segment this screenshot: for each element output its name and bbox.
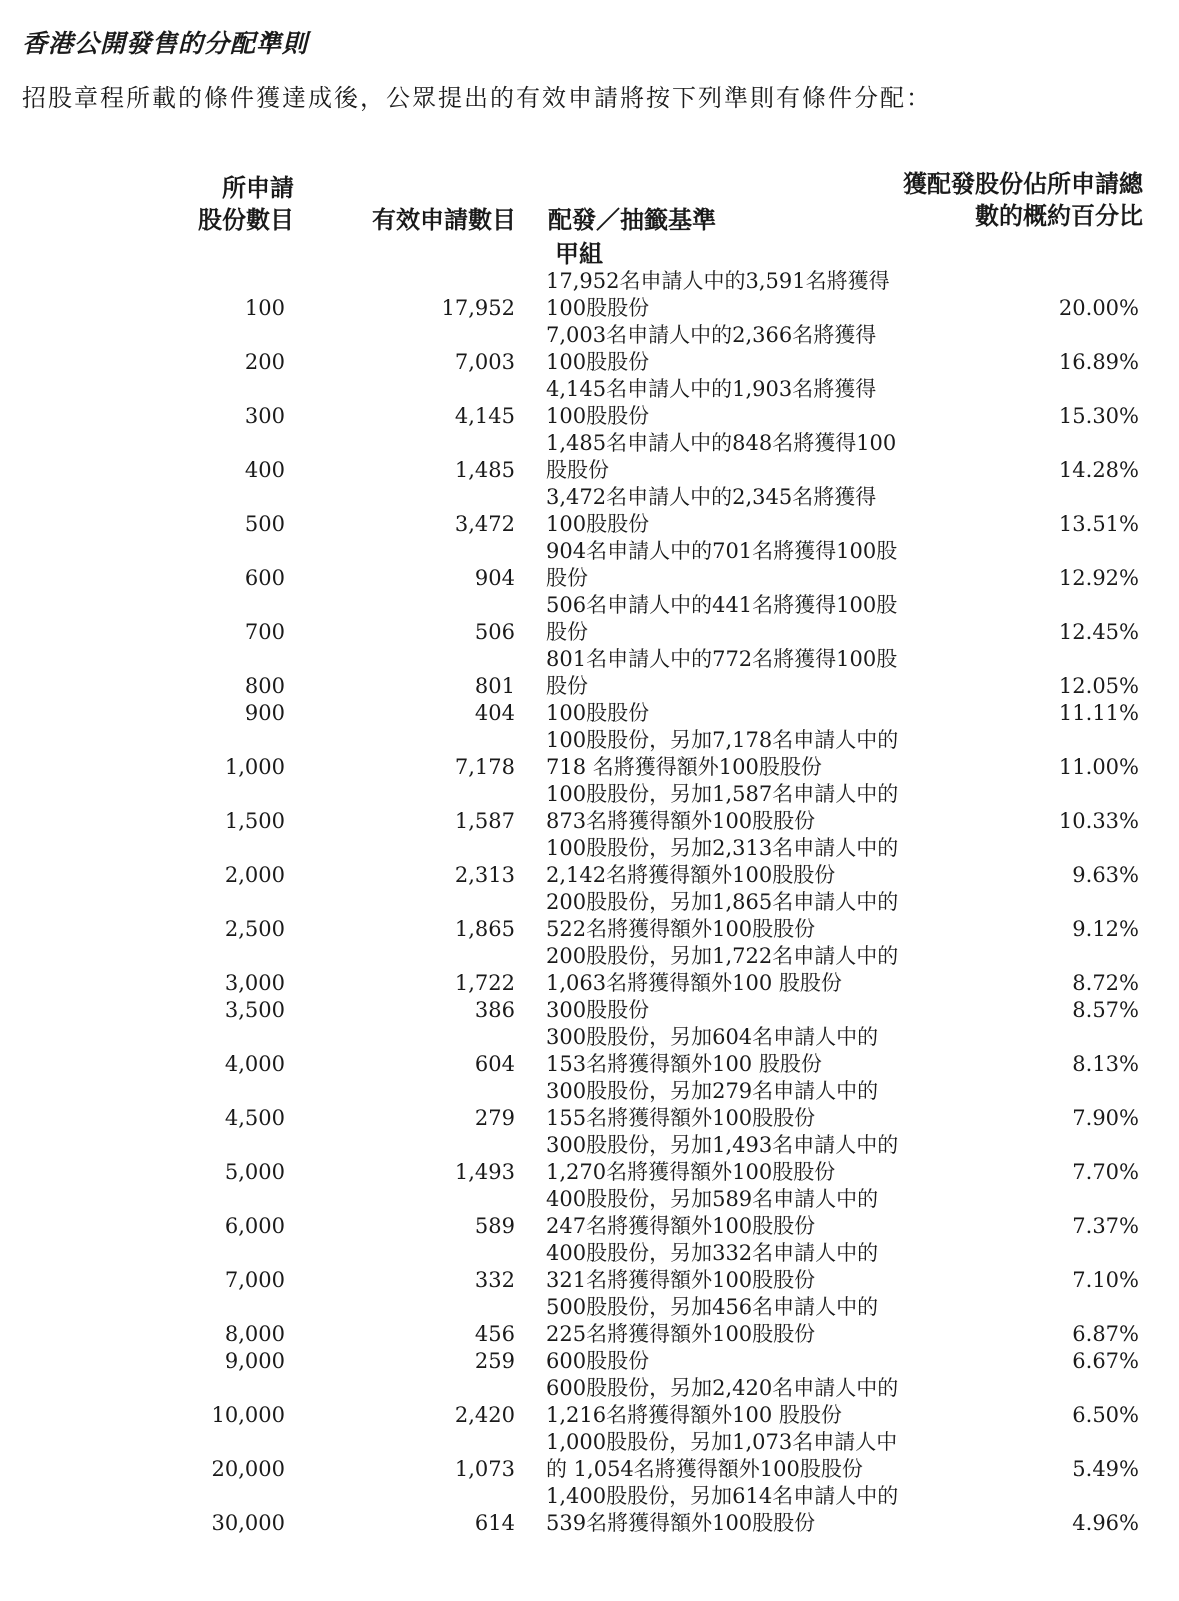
shares-applied-cell: 200 [244,350,285,374]
basis-cell [546,943,899,997]
percentage-cell: 8.72% [1072,971,1139,995]
basis-cell [546,1132,899,1186]
basis-line: 600股股份，另加2,420名申請人中的 [546,1376,899,1400]
basis-line: 539名將獲得額外100股股份 [546,1511,816,1535]
valid-applications-cell: 279 [474,1106,515,1130]
valid-applications-cell: 456 [474,1322,515,1346]
valid-applications-cell: 1,587 [454,809,515,833]
basis-cell [546,1024,879,1078]
basis-line: 100股股份，另加7,178名申請人中的 [546,728,899,752]
basis-cell [546,268,890,322]
basis-line: 225名將獲得額外100股股份 [546,1322,816,1346]
basis-cell [546,538,898,592]
shares-applied-cell: 5,000 [224,1160,285,1184]
basis-line: 的 1,054名將獲得額外100股股份 [546,1457,863,1481]
percentage-cell: 12.45% [1058,620,1139,644]
basis-line: 1,216名將獲得額外100 股股份 [546,1403,842,1427]
percentage-cell: 16.89% [1058,350,1139,374]
basis-line: 100股股份 [546,512,650,536]
basis-line: 17,952名申請人中的3,591名將獲得 [546,269,890,293]
shares-applied-cell: 900 [244,701,285,725]
shares-applied-cell: 3,500 [224,998,285,1022]
percentage-cell: 13.51% [1058,512,1139,536]
basis-line: 300股股份 [546,998,650,1022]
percentage-cell: 20.00% [1058,296,1139,320]
valid-applications-cell: 1,493 [454,1160,515,1184]
header-basis: 配發／抽籤基準 [548,206,716,234]
basis-line: 股份 [546,566,588,590]
percentage-cell: 9.12% [1072,917,1139,941]
valid-applications-cell: 604 [474,1052,515,1076]
valid-applications-cell: 1,722 [454,971,515,995]
basis-line: 506名申請人中的441名將獲得100股 [546,593,898,617]
header-shares-applied-line2: 股份數目 [198,206,294,234]
basis-line: 100股股份，另加2,313名申請人中的 [546,836,899,860]
basis-cell [546,1078,879,1132]
basis-line: 247名將獲得額外100股股份 [546,1214,816,1238]
basis-line: 600股股份 [546,1349,650,1373]
percentage-cell: 14.28% [1058,458,1139,482]
valid-applications-cell: 3,472 [454,512,515,536]
valid-applications-cell: 506 [474,620,515,644]
basis-line: 300股股份，另加604名申請人中的 [546,1025,879,1049]
basis-cell [546,1186,879,1240]
basis-line: 200股股份，另加1,722名申請人中的 [546,944,899,968]
basis-line: 1,270名將獲得額外100股股份 [546,1160,836,1184]
basis-line: 1,063名將獲得額外100 股股份 [546,971,842,995]
valid-applications-cell: 904 [474,566,515,590]
percentage-cell: 7.37% [1072,1214,1139,1238]
basis-cell [546,835,899,889]
basis-line: 股份 [546,620,588,644]
basis-cell [546,484,876,538]
basis-cell [546,1240,879,1294]
basis-line: 100股股份 [546,404,650,428]
header-percentage-line1: 獲配發股份佔所申請總 [903,170,1143,198]
shares-applied-cell: 700 [244,620,285,644]
basis-line: 718 名將獲得額外100股股份 [546,755,822,779]
shares-applied-cell: 20,000 [211,1457,285,1481]
basis-line: 100股股份 [546,350,650,374]
basis-cell [546,1429,898,1483]
shares-applied-cell: 2,000 [224,863,285,887]
basis-cell [546,322,876,376]
basis-line: 873名將獲得額外100股股份 [546,809,816,833]
shares-applied-cell: 3,000 [224,971,285,995]
shares-applied-cell: 600 [244,566,285,590]
group-label: 甲組 [555,240,603,268]
basis-cell [546,889,899,943]
basis-cell [546,1294,879,1348]
shares-applied-cell: 9,000 [224,1349,285,1373]
valid-applications-cell: 386 [474,998,515,1022]
basis-line: 500股股份，另加456名申請人中的 [546,1295,879,1319]
percentage-cell: 9.63% [1072,863,1139,887]
valid-applications-cell: 801 [474,674,515,698]
shares-applied-cell: 300 [244,404,285,428]
basis-cell [546,1375,899,1429]
basis-cell [546,646,898,700]
basis-line: 522名將獲得額外100股股份 [546,917,816,941]
percentage-cell: 11.00% [1058,755,1139,779]
basis-line: 1,485名申請人中的848名將獲得100 [546,431,897,455]
basis-line: 400股股份，另加589名申請人中的 [546,1187,879,1211]
basis-cell [546,376,876,430]
percentage-cell: 15.30% [1058,404,1139,428]
percentage-cell: 11.11% [1058,701,1139,725]
basis-line: 300股股份，另加1,493名申請人中的 [546,1133,899,1157]
basis-cell [546,781,899,835]
shares-applied-cell: 1,000 [224,755,285,779]
shares-applied-cell: 100 [244,296,285,320]
basis-cell [546,727,899,781]
percentage-cell: 4.96% [1072,1511,1139,1535]
shares-applied-cell: 8,000 [224,1322,285,1346]
percentage-cell: 8.13% [1072,1052,1139,1076]
shares-applied-cell: 4,000 [224,1052,285,1076]
valid-applications-cell: 589 [474,1214,515,1238]
shares-applied-cell: 800 [244,674,285,698]
valid-applications-cell: 7,003 [454,350,515,374]
valid-applications-cell: 4,145 [454,404,515,428]
valid-applications-cell: 7,178 [454,755,515,779]
basis-line: 153名將獲得額外100 股股份 [546,1052,822,1076]
shares-applied-cell: 400 [244,458,285,482]
percentage-cell: 7.10% [1072,1268,1139,1292]
basis-line: 2,142名將獲得額外100股股份 [546,863,836,887]
shares-applied-cell: 2,500 [224,917,285,941]
valid-applications-cell: 1,485 [454,458,515,482]
percentage-cell: 7.90% [1072,1106,1139,1130]
percentage-cell: 8.57% [1072,998,1139,1022]
intro-text: 招股章程所載的條件獲達成後，公眾提出的有效申請將按下列準則有條件分配： [22,84,932,112]
header-percentage [903,168,1143,232]
basis-line: 200股股份，另加1,865名申請人中的 [546,890,899,914]
basis-line: 904名申請人中的701名將獲得100股 [546,539,898,563]
valid-applications-cell: 614 [474,1511,515,1535]
basis-cell [546,700,876,727]
header-shares-applied-line1: 所申請 [222,174,294,202]
percentage-cell: 6.50% [1072,1403,1139,1427]
shares-applied-cell: 30,000 [211,1511,285,1535]
basis-line: 4,145名申請人中的1,903名將獲得 [546,377,877,401]
shares-applied-cell: 10,000 [211,1403,285,1427]
header-percentage-line2: 數的概約百分比 [975,202,1143,230]
basis-line: 1,400股股份，另加614名申請人中的 [546,1484,899,1508]
percentage-cell: 12.92% [1058,566,1139,590]
shares-applied-cell: 500 [244,512,285,536]
basis-line: 400股股份，另加332名申請人中的 [546,1241,879,1265]
valid-applications-cell: 404 [474,701,515,725]
basis-line: 7,003名申請人中的2,366名將獲得 [546,323,877,347]
basis-line: 100股股份 [546,701,650,725]
valid-applications-cell: 17,952 [441,296,515,320]
basis-line: 100股股份 [546,296,650,320]
basis-line: 300股股份，另加279名申請人中的 [546,1079,879,1103]
valid-applications-cell: 332 [474,1268,515,1292]
percentage-cell: 6.67% [1072,1349,1139,1373]
basis-line: 321名將獲得額外100股股份 [546,1268,816,1292]
shares-applied-cell: 1,500 [224,809,285,833]
basis-line: 股股份 [546,458,609,482]
basis-line: 股份 [546,674,588,698]
header-valid-applications: 有效申請數目 [372,206,516,234]
basis-cell [546,592,898,646]
percentage-cell: 5.49% [1072,1457,1139,1481]
basis-line: 100股股份，另加1,587名申請人中的 [546,782,899,806]
basis-cell [546,1483,899,1537]
valid-applications-cell: 2,313 [454,863,515,887]
basis-cell [546,430,897,484]
valid-applications-cell: 1,073 [454,1457,515,1481]
basis-line: 3,472名申請人中的2,345名將獲得 [546,485,877,509]
percentage-cell: 7.70% [1072,1160,1139,1184]
valid-applications-cell: 259 [474,1349,515,1373]
percentage-cell: 12.05% [1058,674,1139,698]
page-title: 香港公開發售的分配準則 [22,29,309,58]
basis-cell [546,997,876,1024]
shares-applied-cell: 7,000 [224,1268,285,1292]
percentage-cell: 6.87% [1072,1322,1139,1346]
valid-applications-cell: 2,420 [454,1403,515,1427]
shares-applied-cell: 6,000 [224,1214,285,1238]
header-shares-applied [198,172,294,236]
basis-line: 801名申請人中的772名將獲得100股 [546,647,898,671]
percentage-cell: 10.33% [1058,809,1139,833]
valid-applications-cell: 1,865 [454,917,515,941]
basis-line: 155名將獲得額外100股股份 [546,1106,816,1130]
basis-line: 1,000股股份，另加1,073名申請人中 [546,1430,898,1454]
basis-cell [546,1348,876,1375]
shares-applied-cell: 4,500 [224,1106,285,1130]
